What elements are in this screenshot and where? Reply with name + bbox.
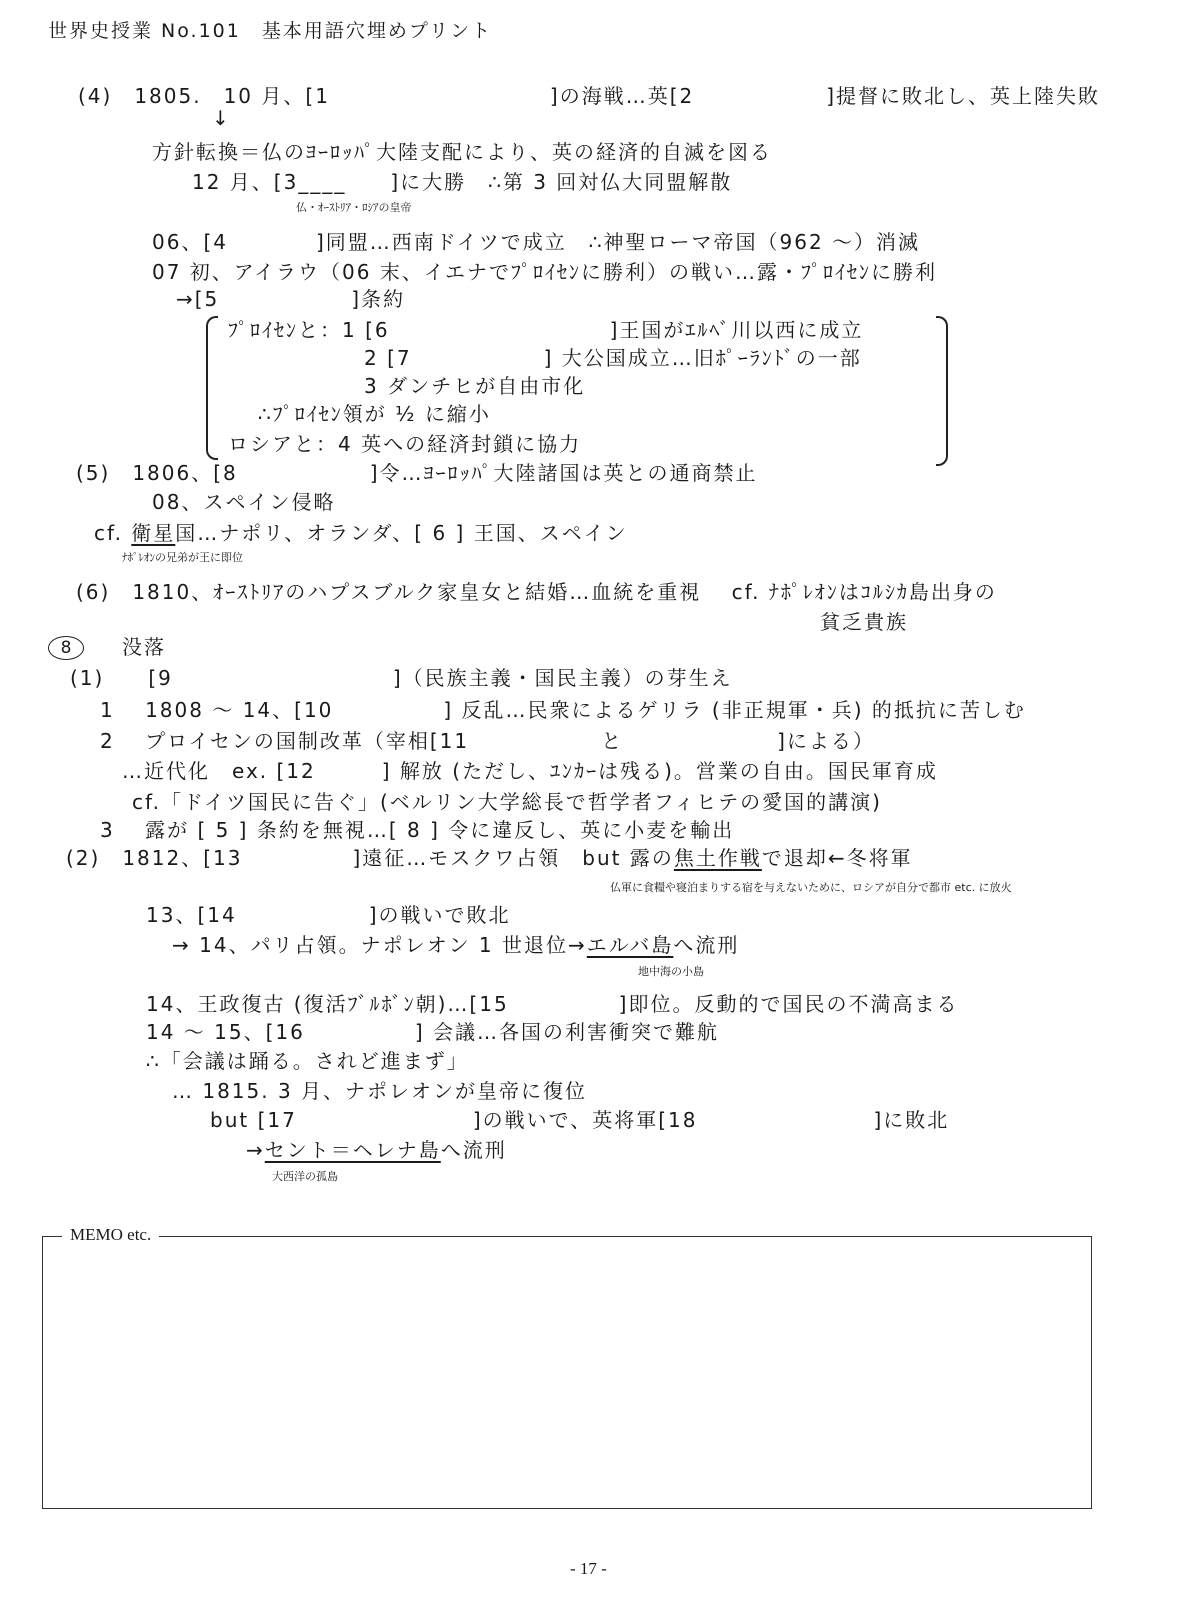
line-8-1: (1) [9 ]（民族主義・国民主義）の芽生え xyxy=(70,666,733,690)
page-number: - 17 - xyxy=(570,1559,607,1578)
section-number-circle: 8 xyxy=(48,636,84,660)
treaty-item-4: ロシアと：4 英への経済封鎖に協力 xyxy=(228,432,582,456)
page-title: 世界史授業 No.101 基本用語穴埋めプリント xyxy=(48,20,493,42)
line-8-1-2: 2 プロイセンの国制改革（宰相[11 と ]による） xyxy=(100,729,875,753)
line-8-2: (2) 1812、[13 ]遠征…モスクワ占領 but 露の焦土作戦で退却←冬将軍 xyxy=(66,846,913,870)
line-8-4: → 14、パリ占領。ナポレオン 1 世退位→エルバ島へ流刑 xyxy=(172,933,740,957)
note-4-3: 仏・ｵｰｽﾄﾘｱ・ﾛｼｱの皇帝 xyxy=(296,201,412,214)
down-arrow: ↓ xyxy=(212,106,231,130)
note-8-10: 大西洋の孤島 xyxy=(272,1170,338,1183)
line-4-2: 方針転換＝仏のﾖｰﾛｯﾊﾟ大陸支配により、英の経済的自滅を図る xyxy=(152,140,772,164)
treaty-item-2: 2 [7 ] 大公国成立…旧ﾎﾟｰﾗﾝﾄﾞの一部 xyxy=(364,346,862,370)
left-bracket xyxy=(206,316,218,460)
line-8-1-2b: …近代化 ex. [12 ] 解放 (ただし、ﾕﾝｶｰは残る)。営業の自由。国民軍育成 xyxy=(122,759,938,783)
treaty-item-1: ﾌﾟﾛｲｾﾝと：1 [6 ]王国がｴﾙﾍﾞ川以西に成立 xyxy=(228,318,864,342)
section-8-title: 没落 xyxy=(122,635,166,659)
line-8-9: but [17 ]の戦いで、英将軍[18 ]に敗北 xyxy=(210,1108,950,1132)
line-5-3: cf. 衛星国…ナポリ、オランダ、[ 6 ] 王国、スペイン xyxy=(94,521,628,545)
line-4-6: →[5 ]条約 xyxy=(176,287,406,311)
line-8-5: 14、王政復古 (復活ﾌﾞﾙﾎﾞﾝ朝)…[15 ]即位。反動的で国民の不満高まる xyxy=(146,992,959,1016)
line-8-3: 13、[14 ]の戦いで敗北 xyxy=(146,903,511,927)
note-8-2: 仏軍に食糧や寝泊まりする宿を与えないために、ロシアが自分で都市 etc. に放火 xyxy=(610,881,1012,894)
line-5-1: (5) 1806、[8 ]令…ﾖｰﾛｯﾊﾟ大陸諸国は英との通商禁止 xyxy=(76,461,758,485)
line-4-5: 07 初、アイラウ（06 末、イエナでﾌﾟﾛｲｾﾝに勝利）の戦い…露・ﾌﾟﾛｲｾﾝに勝利 xyxy=(152,260,938,284)
treaty-item-3: 3 ダンチヒが自由市化 xyxy=(364,374,586,398)
right-bracket xyxy=(936,316,948,466)
line-8-10: →セント＝ヘレナ島へ流刑 xyxy=(246,1138,507,1162)
line-8-6: 14 ～ 15、[16 ] 会議…各国の利害衝突で難航 xyxy=(146,1020,720,1044)
line-8-1-3: 3 露が [ 5 ] 条約を無視…[ 8 ] 令に違反し、英に小麦を輸出 xyxy=(100,818,735,842)
line-6-1: (6) 1810、ｵｰｽﾄﾘｱのハプスブルク家皇女と結婚…血統を重視 cf. ﾅﾎﾟﾚｵﾝはｺﾙｼｶ島出身の xyxy=(76,580,997,604)
line-6-2: 貧乏貴族 xyxy=(820,610,908,634)
line-8-7: ∴「会議は踊る。されど進まず」 xyxy=(146,1049,469,1073)
line-4-3: 12 月、[3____ ]に大勝 ∴第 3 回対仏大同盟解散 xyxy=(192,170,733,194)
line-4-4: 06、[4 ]同盟…西南ドイツで成立 ∴神聖ローマ帝国（962 ～）消滅 xyxy=(152,230,921,254)
memo-box[interactable] xyxy=(42,1236,1092,1509)
note-5-3: ﾅﾎﾟﾚｵﾝの兄弟が王に即位 xyxy=(122,551,243,564)
line-5-2: 08、スペイン侵略 xyxy=(152,490,336,514)
line-8-8: … 1815. 3 月、ナポレオンが皇帝に復位 xyxy=(172,1079,588,1103)
memo-label: MEMO etc. xyxy=(62,1226,159,1243)
line-8-1-1: 1 1808 ～ 14、[10 ] 反乱…民衆によるゲリラ (非正規軍・兵) 的抵抗に苦しむ xyxy=(100,698,1026,722)
note-8-4: 地中海の小島 xyxy=(638,965,704,978)
line-8-1-2c: cf.「ドイツ国民に告ぐ」(ベルリン大学総長で哲学者フィヒテの愛国的講演) xyxy=(132,790,882,814)
line-4-1: (4) 1805. 10 月、[1 ]の海戦…英[2 ]提督に敗北し、英上陸失敗 xyxy=(78,84,1101,108)
treaty-result: ∴ﾌﾟﾛｲｾﾝ領が ½ に縮小 xyxy=(258,402,491,426)
